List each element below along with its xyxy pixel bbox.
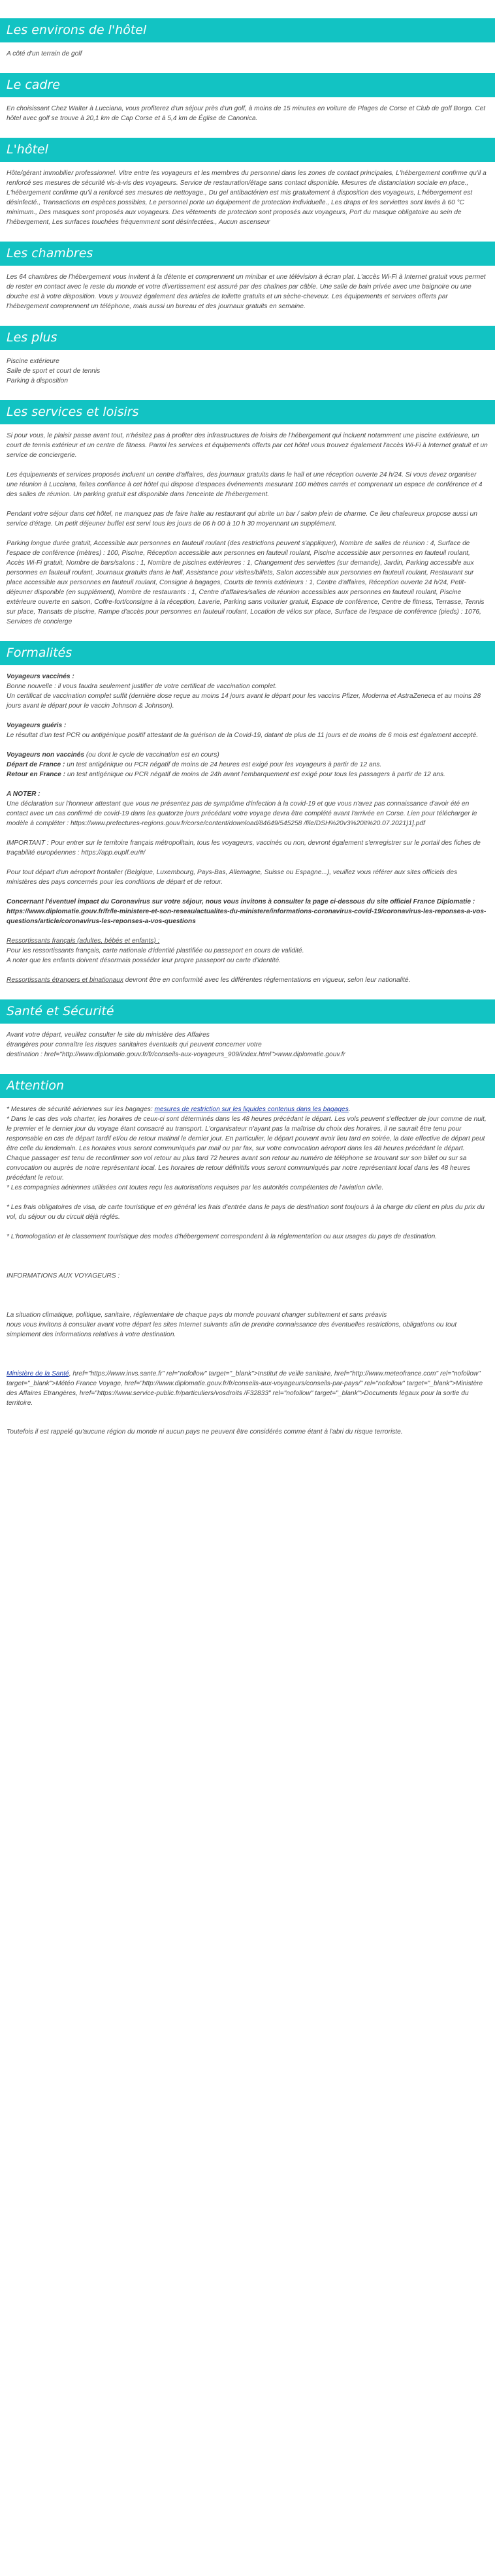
sante-line: Avant votre départ, veuillez consulter le site du ministère des Affaires <box>7 1031 210 1039</box>
non-vaccines-label: Voyageurs non vaccinés <box>7 751 85 759</box>
retour-label: Retour en France : <box>7 771 66 778</box>
services-amenities-list: Parking longue durée gratuit, Accessible aux personnes en fauteuil roulant (des restrictions peuvent s'appliquer), Nombre de salles de réunion : 4, Surface de l'espace de conférence (mètres) : 100, Piscine, Réception accessible aux personnes en fauteuil roulant, Piscine accessible aux personnes en fauteuil roulant, Accès Wi-Fi gratuit, Nombre de bars/salons : 1, Nombre de piscines extérieures : 1, Changement des serviettes (sur demande), Jardin, Parking accessible aux personnes en fauteuil roulant, Journaux gratuits dans le hall, Assistance pour visites/billets, Salon accessible aux personnes en fauteuil roulant, Restaurant sur place accessible aux personnes en fauteuil roulant, Consigne à bagages, Courts de tennis extérieurs : 1, Centre d'affaires, Réception ouverte 24 h/24, Petit-déjeuner disponible (en supplément), Nombre de restaurants : 1, Centre d'affaires/salles de réunion accessibles aux personnes en fauteuil roulant, Piscine extérieure ouverte en saison, Coffre-fort/consigne à la réception, Laverie, Parking sans voiturier gratuit, Espace de conférence, Centre de fitness, Terrasse, Tennis sur place, Transats de piscine, Rampe d'accès pour personnes en fauteuil roulant, Location de vélos sur place, Surface de l'espace de conférence (pieds) : 1076, Services de concierge <box>7 540 485 625</box>
vaccines-line: Un certificat de vaccination complet suffit (dernière dose reçue au moins 14 jours avant le départ pour les vaccins Pfizer, Moderna et AstraZeneca et au moins 28 jours avant le départ pour le vaccin Johnson & Johnson). <box>7 693 481 710</box>
section-title-hotel: L'hôtel <box>0 138 495 162</box>
situation-line: nous vous invitons à consulter avant votre départ les sites Internet suivants afin de prendre connaissance des éventuelles restrictions, obligations ou tout simplement des informations relatives à votre destination. <box>7 1321 457 1338</box>
informations-voyageurs-label: INFORMATIONS AUX VOYAGEURS : <box>7 1272 120 1280</box>
ministere-rest-text: , href="https://www.invs.sante.fr" rel="nofollow" target="_blank">Institut de veille sanitaire, href="http://www.meteofrance.com" rel="nofollow" target="_blank">Météo France Voyage, href="http://www.diplomatie.gouv.fr/fr/conseils-aux-voyageurs/conseils-par-pays/" rel="nofollow" target="_blank">Ministère des Affaires Etrangères, href="https://www.service-public.fr/particuliers/vosdroits /F32833" rel="nofollow" target="_blank">Documents légaux pour la sortie du territoire. <box>7 1370 483 1407</box>
frontalier-text: Pour tout départ d'un aéroport frontalier (Belgique, Luxembourg, Pays-Bas, Allemagne, Suisse ou Espagne...), veuillez vous référer aux sites officiels des ministères des pays concernés pour les conditions de départ et de retour. <box>7 869 458 886</box>
plus-item: Salle de sport et court de tennis <box>7 368 101 375</box>
chambres-text: Les 64 chambres de l'hébergement vous invitent à la détente et comprennent un minibar et une télévision à écran plat. L'accès Wi-Fi à Internet gratuit vous permet de rester en contact avec le reste du monde et votre divertissement est assuré par des chaînes par câble. Une salle de bain privée avec une baignoire ou une douche est à votre disposition. Vous y trouvez également des articles de toilette gratuits et un sèche-cheveux. Les équipements et services offerts par l'hébergement comprennent un téléphone, mais aussi un bureau et des journaux gratuits en semaine. <box>7 274 486 310</box>
section-title-services: Les services et loisirs <box>0 400 495 424</box>
services-paragraph: Pendant votre séjour dans cet hôtel, ne manquez pas de faire halte au restaurant qui abrite un bar / salon plein de charme. Ce lieu chaleureux propose aussi un service d'étage. Un petit déjeuner buffet est servi tous les jours de 06 h 00 à 10 h 30 moyennant un supplément. <box>7 510 477 527</box>
section-chambres <box>0 242 495 311</box>
gueris-text: Le résultat d'un test PCR ou antigénique positif attestant de la guérison de la Covid-19, datant de plus de 11 jours et de moins de 6 mois est également accepté. <box>7 732 479 739</box>
depart-text: un test antigénique ou PCR négatif de moins de 24 heures est exigé pour les voyageurs à partir de 12 ans. <box>65 761 382 768</box>
gueris-label: Voyageurs guéris : <box>7 722 67 729</box>
bagages-prefix: * Mesures de sécurité aériennes sur les bagages: <box>7 1106 155 1113</box>
services-paragraph: Si pour vous, le plaisir passe avant tout, n'hésitez pas à profiter des infrastructures de loisirs de l'hébergement qui incluent notamment une piscine extérieure, un court de tennis extérieur et un centre de fitness. Parmi les services et équipements offerts par cet hôtel vous trouvez également l'accès Wi-Fi à Internet gratuit et un service de conciergerie. <box>7 432 488 459</box>
section-attention <box>0 1074 495 1437</box>
vaccines-line: Bonne nouvelle : il vous faudra seulement justifier de votre certificat de vaccination complet. <box>7 683 277 690</box>
section-title-formalites: Formalités <box>0 641 495 665</box>
section-environs <box>0 18 495 59</box>
section-title-plus: Les plus <box>0 326 495 350</box>
situation-line: La situation climatique, politique, sanitaire, réglementaire de chaque pays du monde pouvant changer subitement et sans préavis <box>7 1312 387 1319</box>
sante-line: destination : href="http://www.diplomatie.gouv.fr/fr/conseils-aux-voyageurs_909/index.html">www.diplomatie.gouv.fr <box>7 1051 345 1058</box>
services-paragraph: Les équipements et services proposés incluent un centre d'affaires, des journaux gratuits dans le hall et une réception ouverte 24 h/24. Si vous devez organiser une réunion à Lucciana, faites confiance à cet hôtel qui dispose d'espaces événements mesurant 100 mètres carrés et comprenant un espace de conférence et 4 des salles de réunion. Un parking gratuit est disponible dans l'enceinte de l'hébergement. <box>7 471 483 498</box>
ressortissants-line: Pour les ressortissants français, carte nationale d'identité plastifiée ou passeport en cours de validité. <box>7 947 304 954</box>
section-plus <box>0 326 495 386</box>
cadre-text: En choisissant Chez Walter à Lucciana, vous profiterez d'un séjour près d'un golf, à moins de 15 minutes en voiture de Plages de Corse et Club de golf Borgo. Cet hôtel avec golf se trouve à 20,1 km de Cap Corse et à 5,4 km de Église de Canonica. <box>7 105 486 122</box>
section-title-sante: Santé et Sécurité <box>0 999 495 1024</box>
frais-text: * Les frais obligatoires de visa, de carte touristique et en général les frais d'entrée dans le pays de destination sont toujours à la charge du client en plus du prix du vol, du séjour ou du circuit déjà réglés. <box>7 1204 485 1221</box>
vaccines-label: Voyageurs vaccinés : <box>7 673 74 680</box>
liquides-restriction-link[interactable]: mesures de restriction sur les liquides contenus dans les bagages <box>154 1106 349 1113</box>
hotel-text: Hôte/gérant immobilier professionnel. Vitre entre les voyageurs et les membres du personnel dans les zones de contact principales, L'hébergement confirme qu'il a renforcé ses mesures de sécurité vis-à-vis des voyageurs. Service de restauration/étage sans contact disponible. Mesures de distanciation sociale en place., L'hébergement confirme qu'il a renforcé ses mesures de nettoyage., Du gel antibactérien est mis gratuitement à disposition des voyageurs, L'hébergement est désinfecté., Transactions en espèces possibles, Le personnel porte un équipement de protection individuelle., Les draps et les serviettes sont lavés à 60 °C minimum., Des masques sont proposés aux voyageurs. Des vêtements de protection sont proposés aux voyageurs, Port du masque obligatoire au sein de l'hébergement, Les surfaces touchées fréquemment sont désinfectées., Aucun ascenseur <box>7 170 487 226</box>
plus-item: Piscine extérieure <box>7 358 59 365</box>
anoter-text: Une déclaration sur l'honneur attestant que vous ne présentez pas de symptôme d'infection à la covid-19 et que vous n'avez pas connaissance d'avoir été en contact avec un cas confirmé de covid-19 dans les quatorze jours précédant votre voyage devra être complété avant l'arrivée en Corse. Lien pour télécharger le modèle à compléter : https://www.prefectures-regions.gouv.fr/corse/content/download/84649/545258 /file/DSH%20v3%20it%20.07.2021)1].pdf <box>7 800 477 827</box>
homologation-text: * L'homologation et le classement touristique des modes d'hébergement correspondent à la réglementation ou aux usages du pays de destination. <box>7 1233 438 1240</box>
non-vaccines-suffix: (ou dont le cycle de vaccination est en cours) <box>84 751 219 759</box>
page <box>0 18 495 1458</box>
section-title-chambres: Les chambres <box>0 242 495 266</box>
ministere-sante-link[interactable]: Ministère de la Santé <box>7 1370 69 1377</box>
important-text: IMPORTANT : Pour entrer sur le territoire français métropolitain, tous les voyageurs, vaccinés ou non, devront également s'enregistrer sur le portail des fiches de traçabilité européennes : https://app.euplf.eu/#/ <box>7 840 481 856</box>
sante-line: étrangères pour connaître les risques sanitaires éventuels qui peuvent concerner votre <box>7 1041 262 1048</box>
depart-label: Départ de France : <box>7 761 65 768</box>
section-services <box>0 400 495 627</box>
section-title-cadre: Le cadre <box>0 73 495 97</box>
section-sante <box>0 999 495 1060</box>
etrangers-text: devront être en conformité avec les différentes réglementations en vigueur, selon leur nationalité. <box>123 977 411 984</box>
compagnies-text: * Les compagnies aériennes utilisées ont toutes reçu les autorisations requises par les autorités compétentes de l'aviation civile. <box>7 1184 384 1191</box>
section-formalites <box>0 641 495 985</box>
bagages-suffix: . <box>348 1106 351 1113</box>
retour-text: un test antigénique ou PCR négatif de moins de 24h avant l'embarquement est exigé pour tous les passagers à partir de 12 ans. <box>65 771 445 778</box>
concernant-text: Concernant l'éventuel impact du Coronavirus sur votre séjour, nous vous invitons à consulter la page ci-dessous du site officiel France Diplomatie : https://www.diplomatie.gouv.fr/fr/le-ministere-et-son-reseau/actualites-du-ministere/informations-coronavirus-covid-19/coronavirus-les-reponses-a-vos-questions/article/coronavirus-les-reponses-a-vos-questions <box>7 898 487 925</box>
section-title-environs: Les environs de l'hôtel <box>0 18 495 42</box>
anoter-label: A NOTER : <box>7 791 40 798</box>
section-title-attention: Attention <box>0 1074 495 1098</box>
plus-item: Parking à disposition <box>7 377 69 385</box>
section-hotel <box>0 138 495 227</box>
etrangers-label: Ressortissants étrangers et binationaux <box>7 977 123 984</box>
toutefois-text: Toutefois il est rappelé qu'aucune région du monde ni aucun pays ne peuvent être considérés comme étant à l'abri du risque terroriste. <box>7 1428 403 1436</box>
vols-charter-text: * Dans le cas des vols charter, les horaires de ceux-ci sont déterminés dans les 48 heures précédant le départ. Les vols peuvent s'effectuer de jour comme de nuit, le premier et le dernier jour du voyage étant consacré au transport. L'organisateur n'ayant pas la maîtrise du choix des horaires, il ne saurait être tenu pour responsable en cas de départ tardif et/ou de retour matinal le dernier jour. En particulier, le départ pouvant avoir lieu tard en soirée, la date effective de départ peut être celle du lendemain. Les horaires vous seront communiqués par mail ou par fax, sur votre convocation aéroport dans les 48 heures précédant le départ. Chaque passager est tenu de reconfirmer son vol retour au plus tard 72 heures avant son retour au numéro de téléphone se trouvant sur son billet ou sur sa convocation ou auprès de notre représentant local. Les horaires de retour définitifs vous seront communiqués par notre représentant local dans les 48 heures précédant le retour. <box>7 1116 487 1182</box>
ressortissants-label: Ressortissants français (adultes, bébés et enfants) : <box>7 937 160 945</box>
environs-text: A côté d'un terrain de golf <box>7 50 82 57</box>
ressortissants-line: A noter que les enfants doivent désormais posséder leur propre passeport ou carte d'identité. <box>7 957 281 964</box>
section-cadre <box>0 73 495 123</box>
